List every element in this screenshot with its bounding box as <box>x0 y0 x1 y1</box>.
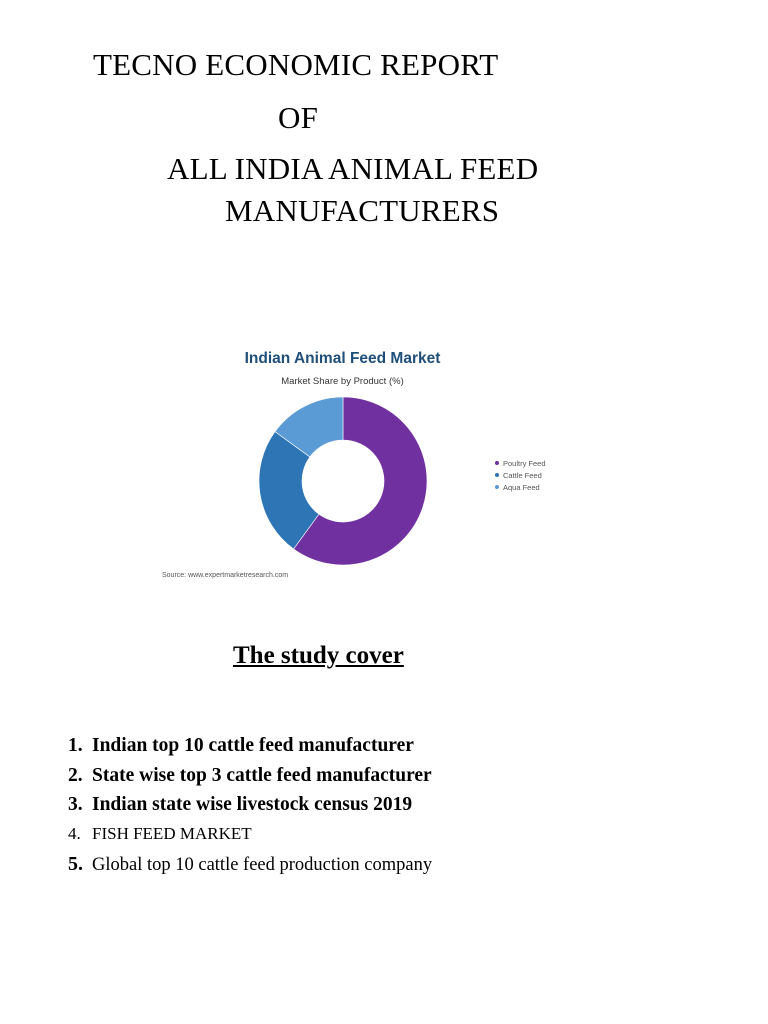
study-item-text: Indian state wise livestock census 2019 <box>92 794 413 815</box>
legend-label: Poultry Feed <box>503 458 546 468</box>
study-item <box>68 735 432 765</box>
study-item-number: 3. <box>68 794 83 815</box>
legend-label: Aqua Feed <box>503 482 540 492</box>
study-item <box>68 824 432 854</box>
chart-legend <box>495 457 546 493</box>
study-item-number: 1. <box>68 735 83 756</box>
study-cover-list <box>68 735 432 883</box>
study-cover-heading: The study cover <box>233 642 404 669</box>
legend-swatch <box>495 473 499 477</box>
legend-item <box>495 481 546 493</box>
study-item <box>68 765 432 795</box>
study-item <box>68 853 432 883</box>
study-item-text: Global top 10 cattle feed production company <box>92 855 433 875</box>
report-title-line-4: MANUFACTURERS <box>225 193 500 228</box>
chart-source: Source: www.expertmarketresearch.com <box>162 572 289 579</box>
legend-item <box>495 457 546 469</box>
study-item-number: 5. <box>68 853 83 875</box>
chart-title: Indian Animal Feed Market <box>244 350 441 367</box>
legend-item <box>495 469 546 481</box>
study-item-text: State wise top 3 cattle feed manufacturer <box>92 764 432 786</box>
report-title-line-1: TECNO ECONOMIC REPORT <box>93 47 499 82</box>
study-item-text: Indian top 10 cattle feed manufacturer <box>92 735 414 756</box>
legend-swatch <box>495 485 499 489</box>
study-item <box>68 794 432 824</box>
chart-subtitle: Market Share by Product (%) <box>281 376 404 387</box>
study-item-number: 4. <box>68 823 81 843</box>
study-item-text: FISH FEED MARKET <box>92 823 252 843</box>
legend-swatch <box>495 461 499 465</box>
report-title-line-2: OF <box>278 100 319 135</box>
study-item-number: 2. <box>68 764 83 786</box>
market-share-chart <box>150 338 590 588</box>
legend-label: Cattle Feed <box>503 470 542 480</box>
report-title-line-3: ALL INDIA ANIMAL FEED <box>167 151 539 186</box>
